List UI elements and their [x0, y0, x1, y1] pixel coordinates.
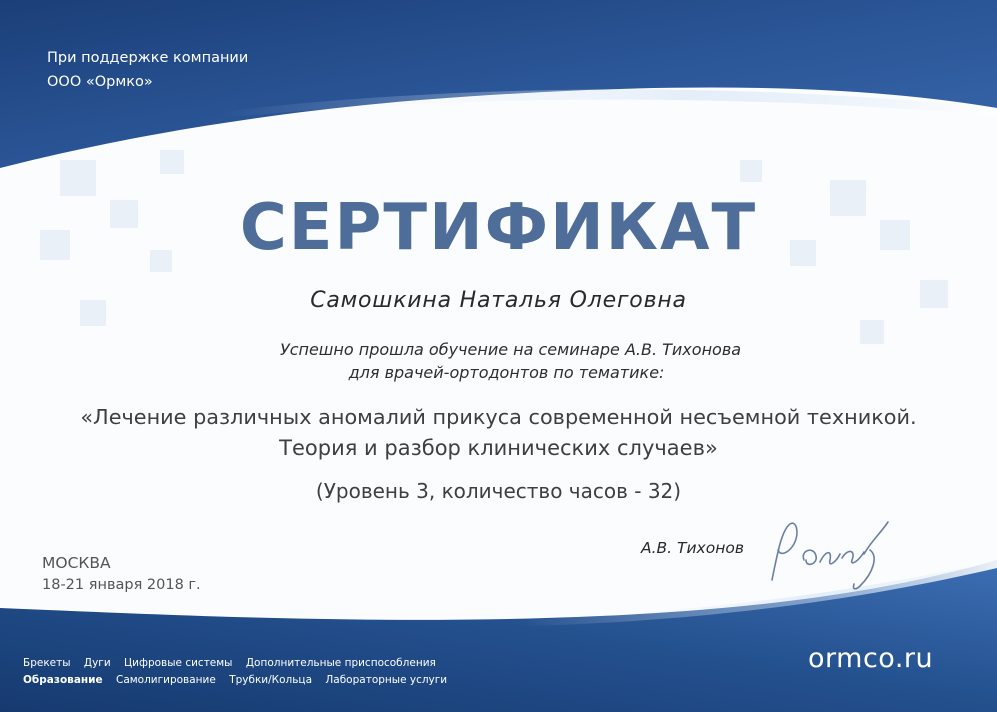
city: МОСКВА: [42, 554, 111, 572]
footer-link-brackets[interactable]: Брекеты: [23, 657, 71, 669]
signature: [760, 510, 910, 600]
footer-link-lab-services[interactable]: Лабораторные услуги: [325, 674, 448, 686]
course-topic-line-1: «Лечение различных аномалий прикуса современной несъемной техникой.: [80, 405, 917, 429]
course-level: (Уровень 3, количество часов - 32): [315, 479, 682, 503]
date: 18-21 января 2018 г.: [42, 577, 201, 593]
footer-link-self-ligation[interactable]: Самолигирование: [115, 674, 216, 686]
footer-nav-row-1: [23, 655, 446, 671]
sponsor-line-2: ООО «Ормко»: [47, 74, 153, 90]
footer-link-digital-systems[interactable]: Цифровые системы: [124, 657, 233, 669]
recipient-name: Самошкина Наталья Олеговна: [310, 288, 687, 313]
footer-link-education[interactable]: Образование: [23, 674, 103, 686]
statement-line-2: для врачей-ортодонтов по тематике:: [348, 363, 665, 382]
footer-link-auxiliaries[interactable]: Дополнительные приспособления: [245, 657, 436, 669]
certificate-title: СЕРТИФИКАТ: [239, 191, 758, 265]
statement-line-1: Успешно прошла обучение на семинаре А.В. Тихонова: [279, 340, 742, 359]
course-topic-line-2: Теория и разбор клинических случаев»: [279, 436, 718, 460]
footer-link-arches[interactable]: Дуги: [83, 657, 111, 669]
signer-name: А.В. Тихонов: [641, 539, 744, 557]
footer-nav-row-2: [23, 672, 457, 688]
sponsor-line-1: При поддержке компании: [47, 50, 249, 66]
footer-link-tubes-bands[interactable]: Трубки/Кольца: [229, 674, 313, 686]
website-url[interactable]: ormco.ru: [808, 643, 934, 674]
